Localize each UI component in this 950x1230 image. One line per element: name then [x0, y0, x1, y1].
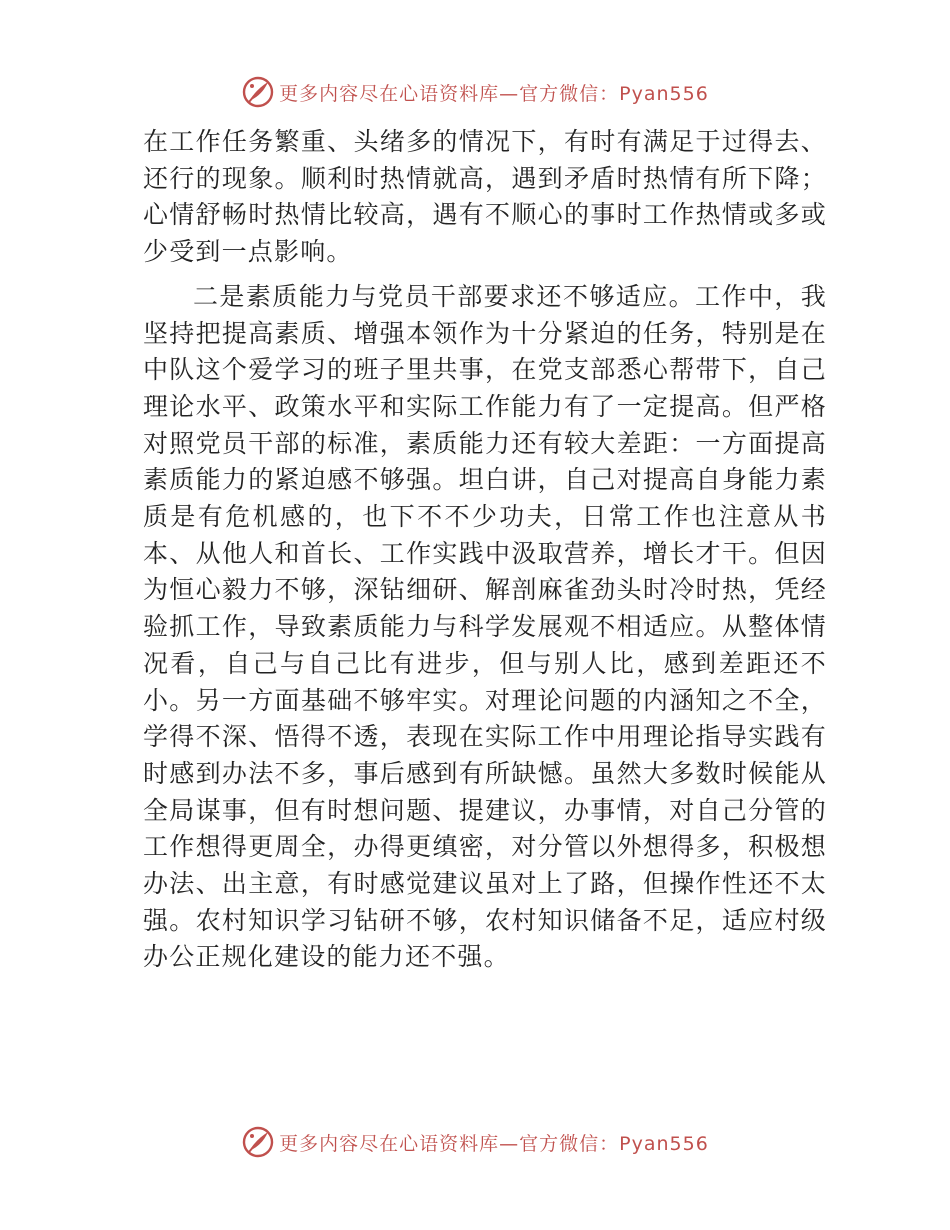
header-banner	[0, 72, 950, 112]
paragraph-1: 在工作任务繁重、头绪多的情况下，有时有满足于过得去、还行的现象。顺利时热情就高，遇到矛盾时热情有所下降；心情舒畅时热情比较高，遇有不顺心的事时工作热情或多或少受到一点影响。	[143, 127, 827, 267]
footer-banner	[0, 1122, 950, 1162]
paragraph-2: 二是素质能力与党员干部要求还不够适应。工作中，我坚持把提高素质、增强本领作为十分紧迫的任务，特别是在中队这个爱学习的班子里共事，在党支部悉心帮带下，自己理论水平、政策水平和实际工作能力有了一定提高。但严格对照党员干部的标准，素质能力还有较大差距：一方面提高素质能力的紧迫感不够强。坦白讲，自己对提高自身能力素质是有危机感的，也下不不少功夫，日常工作也注意从书本、从他人和首长、工作实践中汲取营养，增长才干。但因为恒心毅力不够，深钻细研、解剖麻雀劲头时冷时热，凭经验抓工作，导致素质能力与科学发展观不相适应。从整体情况看，自己与自己比有进步，但与别人比，感到差距还不小。另一方面基础不够牢实。对理论问题的内涵知之不全，学得不深、悟得不透，表现在实际工作中用理论指导实践有时感到办法不多，事后感到有所缺憾。虽然大多数时候能从全局谋事，但有时想问题、提建议，办事情，对自己分管的工作想得更周全，办得更缜密，对分管以外想得多，积极想办法、出主意，有时感觉建议虽对上了路，但操作性还不太强。农村知识学习钻研不够，农村知识储备不足，适应村级办公正规化建设的能力还不强。	[143, 281, 827, 972]
document-body	[143, 124, 827, 976]
quill-pen-logo-icon	[241, 75, 275, 109]
banner-text: 更多内容尽在心语资料库—官方微信：Pyan556	[279, 82, 709, 105]
quill-pen-logo-icon	[241, 1125, 275, 1159]
banner-text: 更多内容尽在心语资料库—官方微信：Pyan556	[279, 1132, 709, 1155]
